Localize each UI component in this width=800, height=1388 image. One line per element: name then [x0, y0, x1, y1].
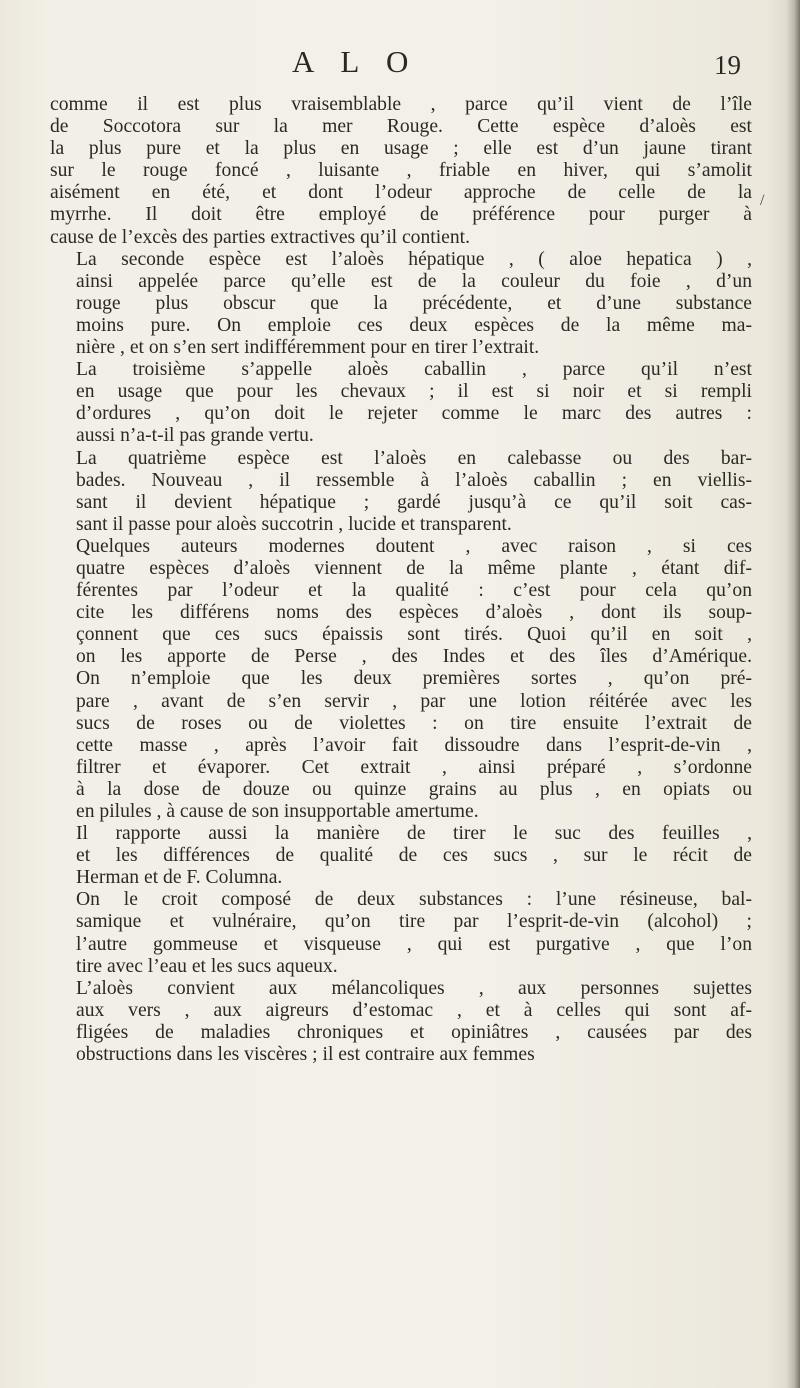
- text-line: ainsi appelée parce qu’elle est de la couleur du foie , d’un: [76, 270, 752, 292]
- text-line: L’aloès convient aux mélancoliques , aux personnes sujettes: [76, 977, 752, 999]
- text-line: la plus pure et la plus en usage ; elle est d’un jaune tirant: [50, 138, 752, 160]
- text-line: Il rapporte aussi la manière de tirer le suc des feuilles ,: [76, 823, 752, 845]
- text-line: sant il passe pour aloès succotrin , lucide et transparent.: [76, 513, 512, 535]
- text-line: férentes par l’odeur et la qualité : c’est pour cela qu’on: [76, 580, 752, 602]
- text-line: rouge plus obscur que la précédente, et d’une substance: [76, 292, 752, 314]
- paragraph: [50, 978, 752, 1066]
- text-line: de Soccotora sur la mer Rouge. Cette espèce d’aloès est: [50, 116, 752, 138]
- paragraph: [50, 889, 752, 977]
- paragraph: [50, 536, 752, 823]
- text-line: La quatrième espèce est l’aloès en calebasse ou des bar-: [76, 447, 752, 469]
- text-line: en pilules , à cause de son insupportable amertume.: [76, 801, 479, 822]
- running-head-title: A L O: [292, 44, 419, 79]
- text-line: tire avec l’eau et les sucs aqueux.: [76, 955, 338, 977]
- text-line: myrrhe. Il doit être employé de préférence pour purger à: [50, 204, 752, 226]
- text-line: cette masse , après l’avoir fait dissoudre dans l’esprit-de-vin ,: [76, 734, 752, 756]
- text-line: aux vers , aux aigreurs d’estomac , et à celles qui sont af-: [76, 999, 752, 1021]
- text-line: aussi n’a-t-il pas grande vertu.: [76, 425, 314, 447]
- text-line: sucs de roses ou de violettes : on tire ensuite l’extrait de: [76, 712, 752, 734]
- text-line: samique et vulnéraire, qu’on tire par l’esprit-de-vin (alcohol) ;: [76, 911, 752, 933]
- text-line: à la dose de douze ou quinze grains au plus , en opiats ou: [76, 778, 752, 800]
- margin-mark: /: [760, 192, 765, 209]
- paragraph: [50, 94, 752, 249]
- paragraph: [50, 249, 752, 359]
- text-line: moins pure. On emploie ces deux espèces de la même ma-: [76, 314, 752, 336]
- text-line: d’ordures , qu’on doit le rejeter comme le marc des autres :: [76, 403, 752, 425]
- text-line: fligées de maladies chroniques et opiniâtres , causées par des: [76, 1021, 752, 1043]
- text-line: aisément en été, et dont l’odeur approche de celle de la: [50, 182, 752, 204]
- text-line: l’autre gommeuse et visqueuse , qui est purgative , que l’on: [76, 933, 752, 955]
- page-number: 19: [714, 50, 741, 80]
- text-line: bades. Nouveau , il ressemble à l’aloès caballin ; en viellis-: [76, 469, 752, 491]
- text-line: Herman et de F. Columna.: [76, 867, 283, 889]
- text-body: [50, 94, 752, 1066]
- text-line: Quelques auteurs modernes doutent , avec raison , si ces: [76, 535, 752, 557]
- text-line: on les apporte de Perse , des Indes et des îles d’Amérique.: [76, 646, 752, 668]
- text-line: pare , avant de s’en servir , par une lotion réitérée avec les: [76, 690, 752, 712]
- text-line: On le croit composé de deux substances : l’une résineuse, bal-: [76, 889, 752, 911]
- text-line: comme il est plus vraisemblable , parce qu’il vient de l’île: [50, 94, 752, 115]
- paragraph: [50, 448, 752, 536]
- text-line: obstructions dans les viscères ; il est contraire aux femmes: [76, 1044, 535, 1066]
- text-line: et les différences de qualité de ces sucs , sur le récit de: [76, 845, 752, 867]
- text-line: nière , et on s’en sert indifféremment pour en tirer l’extrait.: [76, 337, 540, 359]
- paragraph: [50, 823, 752, 889]
- running-head: [0, 44, 800, 84]
- text-line: La seconde espèce est l’aloès hépatique , ( aloe hepatica ) ,: [76, 248, 752, 270]
- text-line: filtrer et évaporer. Cet extrait , ainsi préparé , s’ordonne: [76, 756, 752, 778]
- text-line: quatre espèces d’aloès viennent de la même plante , étant dif-: [76, 557, 752, 579]
- text-line: On n’emploie que les deux premières sortes , qu’on pré-: [76, 668, 752, 690]
- text-line: cause de l’excès des parties extractives qu’il contient.: [50, 226, 471, 248]
- text-line: La troisième s’appelle aloès caballin , parce qu’il n’est: [76, 359, 752, 381]
- page-edge-shadow: [786, 0, 800, 1388]
- paragraph: [50, 359, 752, 447]
- text-line: çonnent que ces sucs épaissis sont tirés. Quoi qu’il en soit ,: [76, 624, 752, 646]
- text-line: sur le rouge foncé , luisante , friable en hiver, qui s’amolit: [50, 160, 752, 182]
- text-line: sant il devient hépatique ; gardé jusqu’à ce qu’il soit cas-: [76, 491, 752, 513]
- text-line: en usage que pour les chevaux ; il est si noir et si rempli: [76, 381, 752, 403]
- text-line: cite les différens noms des espèces d’aloès , dont ils soup-: [76, 602, 752, 624]
